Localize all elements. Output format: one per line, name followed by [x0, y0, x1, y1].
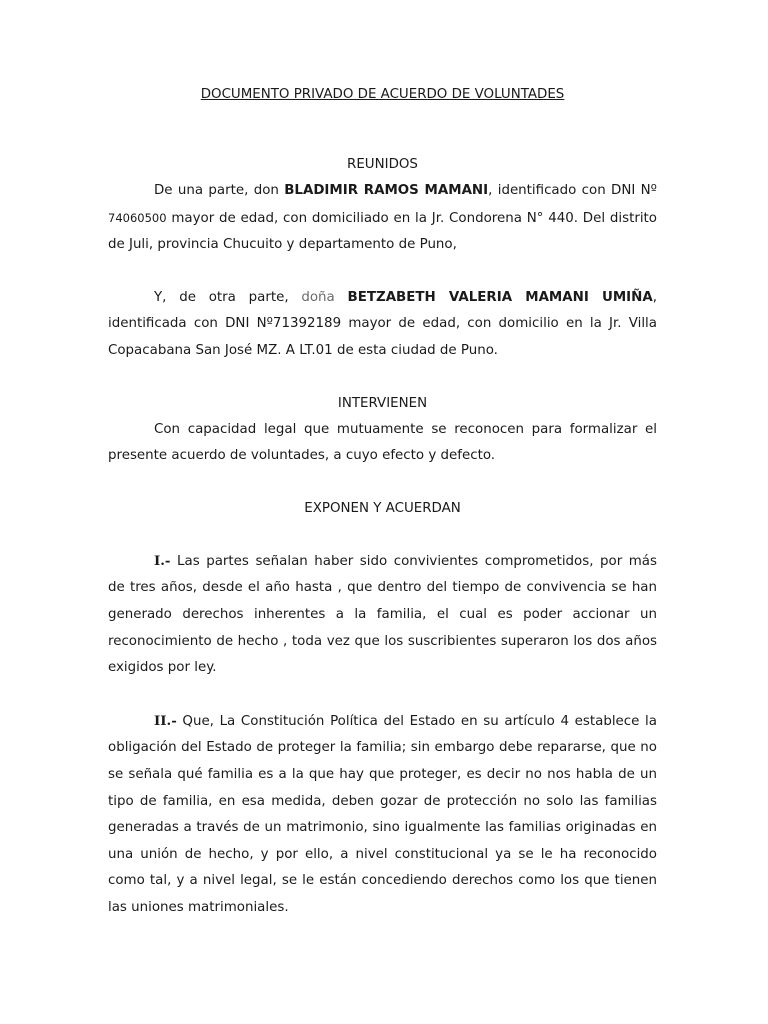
- document-page: [108, 82, 657, 921]
- party2-space: [335, 290, 348, 305]
- party2-rest: , identificada con DNI Nº71392189 mayor de edad, con domicilio en la Jr. Villa Copacabana San José MZ. A LT.01 de esta ciudad de Puno.: [108, 289, 657, 358]
- heading-reunidos: REUNIDOS: [347, 157, 418, 172]
- heading-exponen-y-acuerdan: EXPONEN Y ACUERDAN: [304, 500, 461, 516]
- party1-name: BLADIMIR RAMOS MAMANI: [284, 183, 489, 198]
- party2-intro: Y, de otra parte,: [154, 289, 302, 305]
- clause-1-text: Las partes señalan haber sido convivientes comprometidos, por más de tres años, desde el año hasta , que dentro del tiempo de convivencia se han generado derechos inherentes a la familia, el cual es poder accionar un reconocimiento de hecho , toda vez que los suscribientes superaron los dos años exigidos por ley.: [108, 553, 657, 676]
- party1-intro: De una parte, don: [154, 183, 285, 198]
- party1-dni: 74060500: [108, 210, 167, 225]
- clause-1-number: I.-: [154, 552, 171, 569]
- clause-2-text: Que, La Constitución Política del Estado en su artículo 4 establece la obligación del Estado de proteger la familia; sin embargo debe repararse, que no se señala qué familia es a la que hay que proteger, es decir no nos habla de un tipo de familia, en esa medida, deben gozar de protección no solo las familias generadas a través de un matrimonio, sino igualmente las familias originadas en una unión de hecho, y por ello, a nivel constitucional ya se le ha reconocido como tal, y a nivel legal, se le están concediendo derechos como los que tienen las uniones matrimoniales.: [108, 713, 657, 915]
- party1-paragraph: [108, 178, 657, 259]
- party2-honorific: doña: [301, 289, 335, 305]
- party2-paragraph: [108, 285, 657, 365]
- document-title: DOCUMENTO PRIVADO DE ACUERDO DE VOLUNTADES: [200, 87, 565, 102]
- clause-2-paragraph: [108, 708, 657, 922]
- clause-1-paragraph: [108, 548, 657, 682]
- heading-intervienen: INTERVIENEN: [337, 395, 428, 411]
- intervienen-paragraph: Con capacidad legal que mutuamente se reconocen para formalizar el presente acuerdo de voluntades, a cuyo efecto y defecto.: [108, 421, 657, 464]
- party1-rest: mayor de edad, con domiciliado en la Jr. Condorena N° 440. Del distrito de Juli, provincia Chucuito y departamento de Puno,: [108, 210, 657, 253]
- clause-2-number: II.-: [154, 712, 177, 729]
- party1-after-name: , identificado con DNI Nº: [488, 183, 657, 198]
- party2-name: BETZABETH VALERIA MAMANI UMIÑA: [347, 289, 653, 305]
